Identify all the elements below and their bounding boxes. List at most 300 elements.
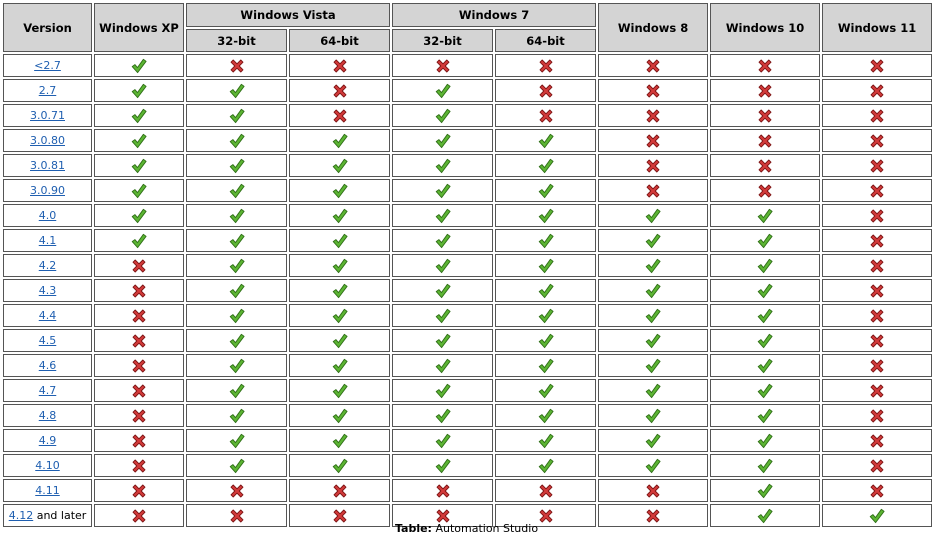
table-row [3,154,932,177]
version-link[interactable]: 4.7 [38,384,57,397]
support-cell-windows-10 [710,129,820,152]
version-suffix: and later [33,509,87,522]
check-icon [644,357,662,375]
check-icon [331,357,349,375]
header-win7-64bit: 64-bit [495,29,596,52]
support-cell-windows-8 [598,79,708,102]
support-cell-vista-64bit [289,229,390,252]
support-cell-vista-32bit [186,354,287,377]
support-cell-win7-32bit [392,329,493,352]
support-cell-windows-xp [94,154,184,177]
support-cell-win7-64bit [495,479,596,502]
check-icon [331,307,349,325]
table-row [3,79,932,102]
support-cell-win7-64bit [495,79,596,102]
check-icon [130,82,148,100]
cross-icon [644,482,662,500]
check-icon [434,432,452,450]
support-cell-vista-32bit [186,329,287,352]
check-icon [537,207,555,225]
cross-icon [756,157,774,175]
support-cell-vista-32bit [186,304,287,327]
support-cell-windows-11 [822,54,932,77]
table-row [3,129,932,152]
caption-text: Automation Studio [431,522,539,535]
cross-icon [130,257,148,275]
support-cell-vista-64bit [289,179,390,202]
check-icon [228,332,246,350]
check-icon [537,182,555,200]
check-icon [130,57,148,75]
table-row [3,104,932,127]
support-cell-windows-10 [710,204,820,227]
support-cell-vista-32bit [186,104,287,127]
support-cell-windows-xp [94,79,184,102]
version-cell [3,454,92,477]
header-windows-7: Windows 7 [392,3,596,27]
check-icon [537,382,555,400]
check-icon [644,232,662,250]
version-cell [3,79,92,102]
cross-icon [756,182,774,200]
support-cell-windows-11 [822,254,932,277]
check-icon [434,282,452,300]
check-icon [228,182,246,200]
header-windows-11: Windows 11 [822,3,932,52]
support-cell-win7-32bit [392,204,493,227]
check-icon [537,282,555,300]
support-cell-win7-32bit [392,129,493,152]
check-icon [756,357,774,375]
cross-icon [756,57,774,75]
support-cell-win7-64bit [495,104,596,127]
support-cell-windows-11 [822,429,932,452]
support-cell-windows-xp [94,454,184,477]
support-cell-windows-10 [710,404,820,427]
support-cell-win7-64bit [495,254,596,277]
support-cell-win7-64bit [495,179,596,202]
check-icon [756,207,774,225]
support-cell-vista-32bit [186,179,287,202]
support-cell-vista-32bit [186,154,287,177]
check-icon [537,457,555,475]
cross-icon [868,232,886,250]
check-icon [130,107,148,125]
check-icon [644,382,662,400]
cross-icon [434,482,452,500]
version-link[interactable]: 3.0.71 [30,109,65,122]
cross-icon [868,332,886,350]
support-cell-windows-11 [822,329,932,352]
cross-icon [228,482,246,500]
cross-icon [868,182,886,200]
support-cell-win7-64bit [495,454,596,477]
header-windows-8: Windows 8 [598,3,708,52]
version-cell [3,54,92,77]
support-cell-windows-8 [598,429,708,452]
version-link[interactable]: 4.11 [35,484,60,497]
support-cell-win7-64bit [495,329,596,352]
check-icon [228,407,246,425]
support-cell-vista-32bit [186,279,287,302]
table-row [3,304,932,327]
check-icon [537,407,555,425]
version-cell [3,129,92,152]
cross-icon [868,432,886,450]
check-icon [228,357,246,375]
cross-icon [331,107,349,125]
support-cell-vista-64bit [289,129,390,152]
check-icon [228,382,246,400]
version-link[interactable]: 2.7 [38,84,57,97]
support-cell-windows-8 [598,54,708,77]
check-icon [228,257,246,275]
cross-icon [130,482,148,500]
cross-icon [644,82,662,100]
table-row [3,354,932,377]
support-cell-win7-32bit [392,229,493,252]
support-cell-vista-64bit [289,304,390,327]
check-icon [756,307,774,325]
check-icon [644,257,662,275]
support-cell-windows-xp [94,429,184,452]
support-cell-windows-xp [94,54,184,77]
check-icon [644,307,662,325]
support-cell-vista-64bit [289,54,390,77]
check-icon [130,182,148,200]
support-cell-win7-64bit [495,204,596,227]
table-row [3,379,932,402]
header-row-1 [3,3,932,27]
support-cell-vista-64bit [289,329,390,352]
cross-icon [868,382,886,400]
check-icon [228,207,246,225]
version-cell [3,304,92,327]
support-cell-win7-32bit [392,429,493,452]
table-row [3,429,932,452]
support-cell-vista-64bit [289,379,390,402]
support-cell-vista-32bit [186,204,287,227]
check-icon [434,257,452,275]
check-icon [228,157,246,175]
support-cell-windows-xp [94,354,184,377]
cross-icon [868,207,886,225]
support-cell-win7-64bit [495,404,596,427]
support-cell-vista-64bit [289,254,390,277]
check-icon [644,332,662,350]
table-header [3,3,932,52]
check-icon [331,407,349,425]
support-cell-windows-11 [822,404,932,427]
support-cell-windows-8 [598,179,708,202]
version-link[interactable]: 4.6 [38,359,57,372]
header-version: Version [3,3,92,52]
support-cell-win7-32bit [392,154,493,177]
cross-icon [331,57,349,75]
cross-icon [537,482,555,500]
support-cell-windows-xp [94,279,184,302]
cross-icon [868,107,886,125]
version-link[interactable]: <2.7 [34,59,61,72]
check-icon [756,382,774,400]
check-icon [331,382,349,400]
check-icon [537,132,555,150]
support-cell-win7-64bit [495,354,596,377]
support-cell-windows-xp [94,304,184,327]
check-icon [434,207,452,225]
cross-icon [868,307,886,325]
table-row [3,204,932,227]
cross-icon [644,182,662,200]
support-cell-windows-10 [710,429,820,452]
support-cell-windows-11 [822,104,932,127]
check-icon [228,82,246,100]
support-cell-windows-8 [598,329,708,352]
support-cell-windows-8 [598,204,708,227]
support-cell-windows-11 [822,79,932,102]
support-cell-vista-32bit [186,54,287,77]
version-link[interactable]: 4.2 [38,259,57,272]
version-cell [3,479,92,502]
support-cell-windows-10 [710,54,820,77]
support-cell-win7-32bit [392,79,493,102]
support-cell-vista-32bit [186,429,287,452]
support-cell-vista-32bit [186,229,287,252]
version-link[interactable]: 3.0.90 [30,184,65,197]
support-cell-windows-xp [94,104,184,127]
version-cell [3,254,92,277]
check-icon [644,282,662,300]
check-icon [228,457,246,475]
check-icon [331,457,349,475]
support-cell-windows-10 [710,254,820,277]
support-cell-vista-32bit [186,79,287,102]
support-cell-vista-32bit [186,404,287,427]
cross-icon [868,282,886,300]
support-cell-windows-11 [822,479,932,502]
check-icon [130,132,148,150]
table-row [3,229,932,252]
check-icon [434,357,452,375]
check-icon [434,457,452,475]
version-link[interactable]: 4.9 [38,434,57,447]
support-cell-windows-8 [598,479,708,502]
support-cell-vista-64bit [289,104,390,127]
check-icon [228,107,246,125]
support-cell-windows-10 [710,154,820,177]
version-link[interactable]: 4.5 [38,334,57,347]
check-icon [331,282,349,300]
check-icon [130,157,148,175]
version-cell [3,279,92,302]
cross-icon [130,307,148,325]
support-cell-windows-10 [710,229,820,252]
version-link[interactable]: 4.8 [38,409,57,422]
support-cell-windows-10 [710,179,820,202]
version-link[interactable]: 4.12 [8,509,34,522]
check-icon [644,432,662,450]
header-windows-vista: Windows Vista [186,3,390,27]
table-body [3,54,932,527]
check-icon [537,307,555,325]
check-icon [228,307,246,325]
cross-icon [868,407,886,425]
check-icon [537,357,555,375]
support-cell-win7-64bit [495,429,596,452]
cross-icon [331,482,349,500]
support-cell-win7-64bit [495,229,596,252]
cross-icon [130,382,148,400]
header-windows-xp: Windows XP [94,3,184,52]
support-cell-windows-xp [94,204,184,227]
cross-icon [644,107,662,125]
version-link[interactable]: 4.3 [38,284,57,297]
support-cell-windows-11 [822,154,932,177]
table-row [3,479,932,502]
check-icon [228,132,246,150]
cross-icon [130,282,148,300]
cross-icon [868,57,886,75]
version-cell [3,179,92,202]
version-cell [3,404,92,427]
cross-icon [434,57,452,75]
version-link[interactable]: 3.0.80 [30,134,65,147]
check-icon [331,207,349,225]
support-cell-win7-64bit [495,379,596,402]
version-cell [3,429,92,452]
cross-icon [756,82,774,100]
support-cell-windows-10 [710,329,820,352]
support-cell-windows-xp [94,129,184,152]
support-cell-windows-8 [598,229,708,252]
cross-icon [130,332,148,350]
check-icon [434,82,452,100]
support-cell-windows-8 [598,104,708,127]
support-cell-windows-10 [710,454,820,477]
check-icon [228,232,246,250]
check-icon [756,407,774,425]
support-cell-vista-64bit [289,279,390,302]
support-cell-windows-8 [598,404,708,427]
support-cell-windows-xp [94,179,184,202]
support-cell-win7-32bit [392,454,493,477]
header-windows-10: Windows 10 [710,3,820,52]
support-cell-windows-xp [94,254,184,277]
check-icon [228,282,246,300]
support-cell-vista-64bit [289,479,390,502]
header-win7-32bit: 32-bit [392,29,493,52]
support-cell-windows-10 [710,279,820,302]
support-cell-windows-11 [822,454,932,477]
version-link[interactable]: 4.1 [38,234,57,247]
support-cell-windows-10 [710,104,820,127]
table-row [3,329,932,352]
support-cell-vista-64bit [289,154,390,177]
support-cell-vista-64bit [289,79,390,102]
check-icon [537,232,555,250]
cross-icon [130,407,148,425]
cross-icon [644,57,662,75]
support-cell-win7-32bit [392,179,493,202]
check-icon [756,282,774,300]
check-icon [434,382,452,400]
support-cell-windows-xp [94,479,184,502]
support-cell-win7-32bit [392,404,493,427]
cross-icon [644,132,662,150]
support-cell-windows-11 [822,379,932,402]
check-icon [331,132,349,150]
cross-icon [537,107,555,125]
cross-icon [331,82,349,100]
version-link[interactable]: 4.4 [38,309,57,322]
version-link[interactable]: 4.0 [38,209,57,222]
check-icon [228,432,246,450]
support-cell-windows-8 [598,279,708,302]
cross-icon [868,457,886,475]
check-icon [130,232,148,250]
support-cell-windows-11 [822,179,932,202]
cross-icon [130,432,148,450]
support-cell-windows-xp [94,404,184,427]
cross-icon [537,57,555,75]
check-icon [644,207,662,225]
support-cell-windows-11 [822,229,932,252]
table-row [3,454,932,477]
support-cell-windows-8 [598,129,708,152]
support-cell-windows-8 [598,379,708,402]
check-icon [537,257,555,275]
support-cell-windows-11 [822,204,932,227]
check-icon [644,457,662,475]
support-cell-vista-64bit [289,204,390,227]
table-row [3,404,932,427]
cross-icon [756,132,774,150]
cross-icon [868,357,886,375]
cross-icon [130,457,148,475]
support-cell-windows-10 [710,479,820,502]
check-icon [756,332,774,350]
support-cell-windows-11 [822,279,932,302]
support-cell-windows-xp [94,379,184,402]
header-vista-32bit: 32-bit [186,29,287,52]
support-cell-win7-32bit [392,279,493,302]
version-link[interactable]: 4.10 [35,459,60,472]
check-icon [537,157,555,175]
compatibility-table [1,1,933,529]
support-cell-vista-64bit [289,354,390,377]
table-caption [0,522,933,535]
check-icon [434,107,452,125]
support-cell-win7-32bit [392,479,493,502]
support-cell-windows-10 [710,304,820,327]
check-icon [331,182,349,200]
check-icon [434,332,452,350]
check-icon [331,332,349,350]
version-link[interactable]: 3.0.81 [30,159,65,172]
check-icon [434,232,452,250]
cross-icon [868,157,886,175]
support-cell-windows-8 [598,154,708,177]
support-cell-win7-32bit [392,254,493,277]
support-cell-win7-32bit [392,379,493,402]
check-icon [756,232,774,250]
cross-icon [756,107,774,125]
support-cell-vista-32bit [186,454,287,477]
support-cell-windows-11 [822,129,932,152]
version-cell [3,354,92,377]
check-icon [756,457,774,475]
caption-label: Table: [394,522,432,535]
